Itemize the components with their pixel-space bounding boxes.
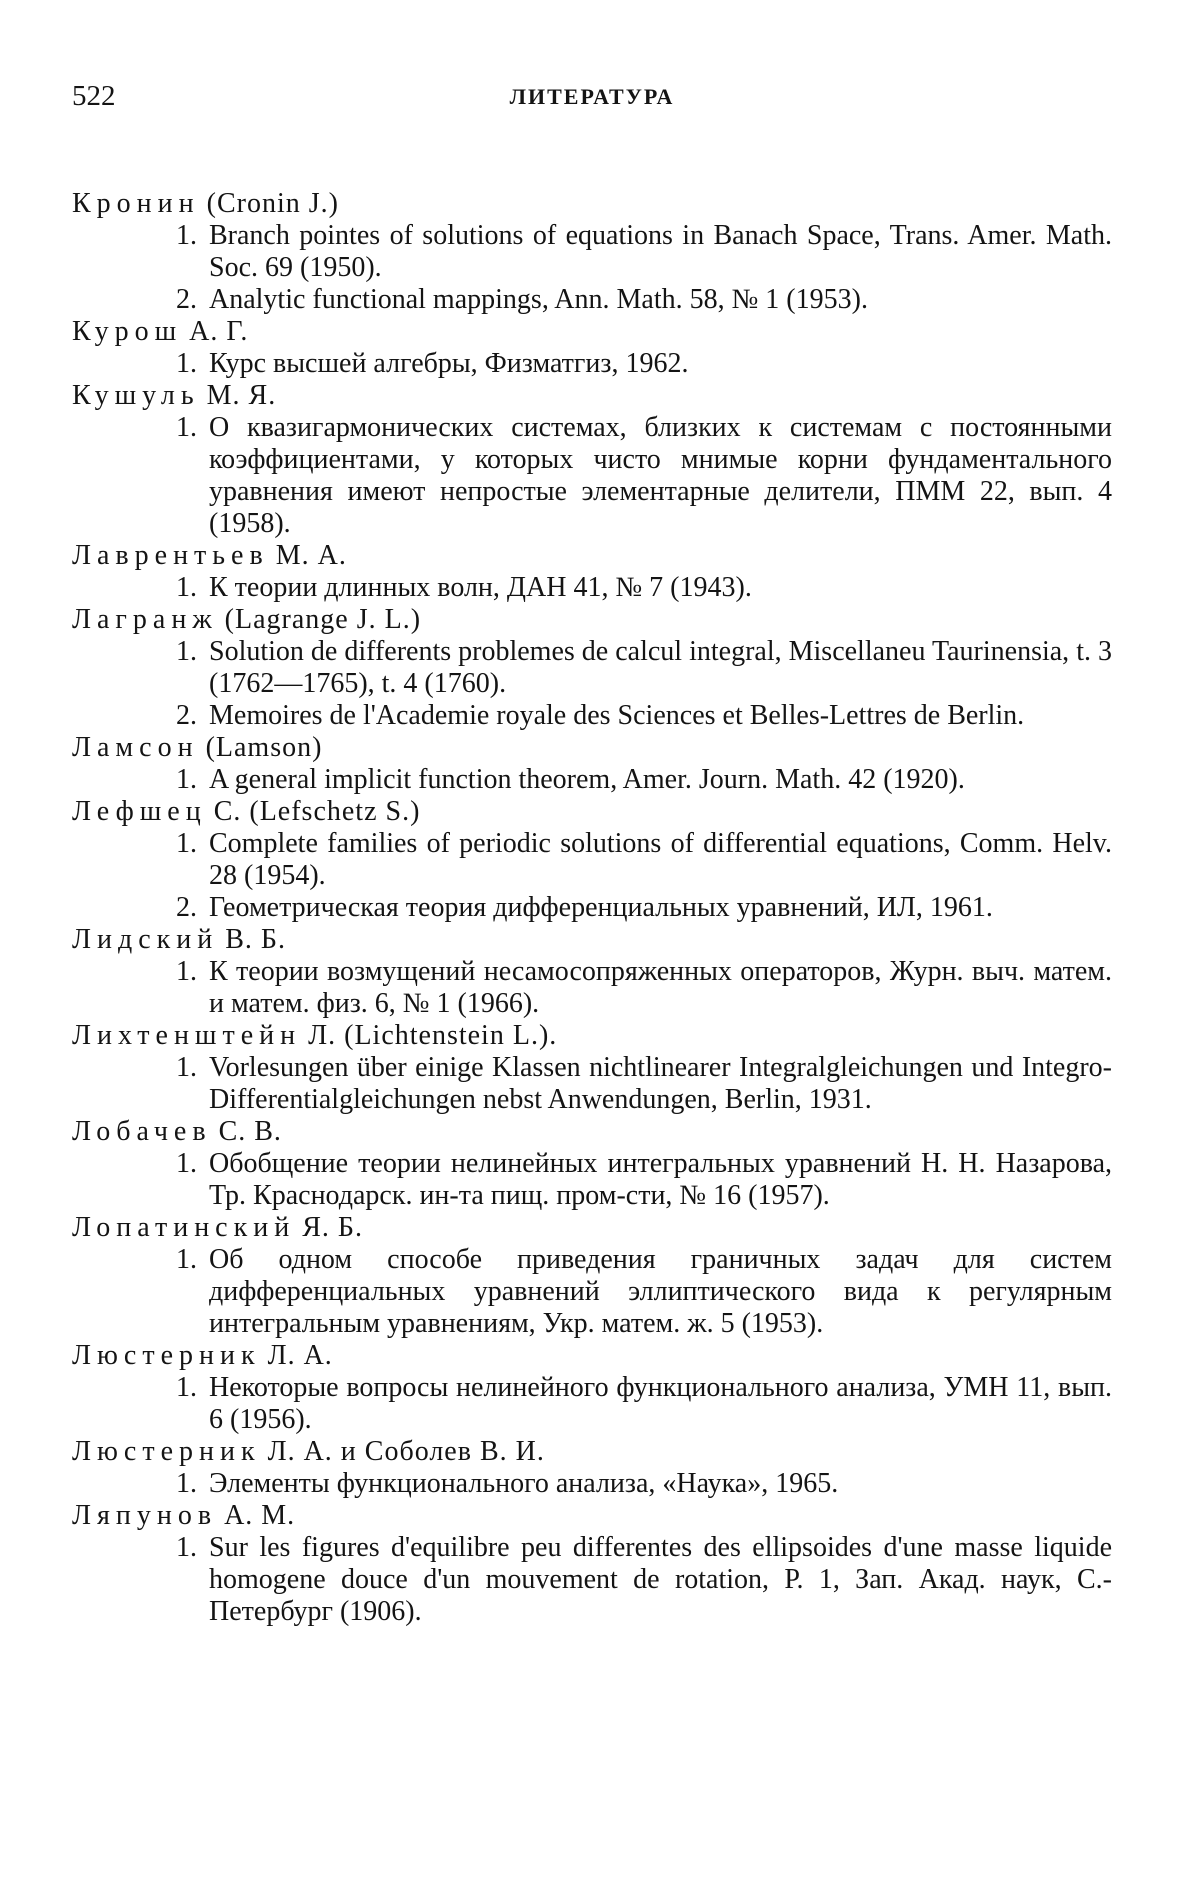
bibliography-list bbox=[72, 188, 1112, 1628]
author-name: Лаврентьев bbox=[72, 540, 269, 571]
author-initials: (Lamson) bbox=[205, 732, 323, 763]
page-number: 522 bbox=[72, 80, 116, 112]
author-name: Ламсон bbox=[72, 732, 199, 763]
author-heading bbox=[72, 796, 1112, 828]
work-number: 2. bbox=[176, 700, 197, 731]
work-number: 1. bbox=[176, 1532, 197, 1563]
author-initials: Л. А. и Соболев В. И. bbox=[267, 1436, 545, 1467]
work-citation: Analytic functional mappings, Ann. Math. 58, № 1 (1953). bbox=[209, 284, 868, 315]
author-name: Лефшец bbox=[72, 796, 207, 827]
work-citation: Vorlesungen über einige Klassen nichtlinearer Integralgleichungen und Integro-Differentialgleichungen nebst Anwendungen, Berlin, 1931. bbox=[209, 1052, 1112, 1115]
author-heading bbox=[72, 1212, 1112, 1244]
bibliography-work bbox=[176, 284, 1112, 316]
bibliography-work bbox=[176, 1052, 1112, 1116]
work-citation: Memoires de l'Academie royale des Sciences et Belles-Lettres de Berlin. bbox=[209, 700, 1025, 731]
work-number: 2. bbox=[176, 284, 197, 315]
bibliography-work bbox=[176, 1468, 1112, 1500]
author-initials: М. Я. bbox=[206, 380, 277, 411]
work-number: 2. bbox=[176, 892, 197, 923]
book-page bbox=[72, 80, 1112, 1628]
bibliography-work bbox=[176, 220, 1112, 284]
work-number: 1. bbox=[176, 572, 197, 603]
author-heading bbox=[72, 1436, 1112, 1468]
author-heading bbox=[72, 1340, 1112, 1372]
author-name: Курош bbox=[72, 316, 183, 347]
work-number: 1. bbox=[176, 636, 197, 667]
work-number: 1. bbox=[176, 1244, 197, 1275]
bibliography-work bbox=[176, 348, 1112, 380]
author-name: Лидский bbox=[72, 924, 219, 955]
work-citation: Некоторые вопросы нелинейного функционального анализа, УМН 11, вып. 6 (1956). bbox=[209, 1372, 1112, 1435]
work-citation: Геометрическая теория дифференциальных уравнений, ИЛ, 1961. bbox=[209, 892, 993, 923]
author-initials: (Cronin J.) bbox=[206, 188, 339, 219]
work-number: 1. bbox=[176, 220, 197, 251]
author-initials: Л. (Lichtenstein L.). bbox=[308, 1020, 558, 1051]
page-header bbox=[72, 80, 1112, 140]
work-number: 1. bbox=[176, 1468, 197, 1499]
author-name: Лагранж bbox=[72, 604, 218, 635]
work-citation: Complete families of periodic solutions of differential equations, Comm. Helv. 28 (1954). bbox=[209, 828, 1112, 891]
author-initials: А. М. bbox=[224, 1500, 296, 1531]
work-number: 1. bbox=[176, 348, 197, 379]
bibliography-work bbox=[176, 764, 1112, 796]
author-name: Люстерник bbox=[72, 1436, 261, 1467]
author-name: Кушуль bbox=[72, 380, 200, 411]
work-number: 1. bbox=[176, 1372, 197, 1403]
author-heading bbox=[72, 188, 1112, 220]
bibliography-work bbox=[176, 1244, 1112, 1340]
bibliography-work bbox=[176, 700, 1112, 732]
author-name: Лобачев bbox=[72, 1116, 212, 1147]
bibliography-work bbox=[176, 1372, 1112, 1436]
work-citation: Solution de differents problemes de calcul integral, Miscellaneu Taurinensia, t. 3 (1762—1765), t. 4 (1760). bbox=[209, 636, 1112, 699]
author-name: Люстерник bbox=[72, 1340, 261, 1371]
author-initials: С. (Lefschetz S.) bbox=[213, 796, 421, 827]
author-name: Лихтенштейн bbox=[72, 1020, 302, 1051]
author-heading bbox=[72, 732, 1112, 764]
work-citation: К теории длинных волн, ДАН 41, № 7 (1943). bbox=[209, 572, 752, 603]
author-name: Ляпунов bbox=[72, 1500, 218, 1531]
author-heading bbox=[72, 316, 1112, 348]
author-initials: А. Г. bbox=[189, 316, 249, 347]
author-initials: Я. Б. bbox=[302, 1212, 363, 1243]
bibliography-work bbox=[176, 572, 1112, 604]
bibliography-work bbox=[176, 1148, 1112, 1212]
work-citation: Sur les figures d'equilibre peu differentes des ellipsoides d'une masse liquide homogene douce d'un mouvement de rotation, Р. 1, Зап. Акад. наук, С.-Петербург (1906). bbox=[209, 1532, 1112, 1627]
author-heading bbox=[72, 1116, 1112, 1148]
work-number: 1. bbox=[176, 828, 197, 859]
work-number: 1. bbox=[176, 956, 197, 987]
author-heading bbox=[72, 540, 1112, 572]
running-title: ЛИТЕРАТУРА bbox=[509, 84, 675, 109]
author-name: Лопатинский bbox=[72, 1212, 296, 1243]
author-initials: В. Б. bbox=[225, 924, 286, 955]
bibliography-work bbox=[176, 892, 1112, 924]
work-number: 1. bbox=[176, 412, 197, 443]
bibliography-work bbox=[176, 828, 1112, 892]
author-initials: (Lagrange J. L.) bbox=[224, 604, 422, 635]
work-citation: О квазигармонических системах, близких к системам с постоянными коэффициентами, у которых чисто мнимые корни фундаментального уравнения имеют непростые элементарные делители, ПММ 22, вып. 4 (1958). bbox=[209, 412, 1112, 539]
author-heading bbox=[72, 924, 1112, 956]
bibliography-work bbox=[176, 636, 1112, 700]
work-citation: Элементы функционального анализа, «Наука», 1965. bbox=[209, 1468, 839, 1499]
author-heading bbox=[72, 1500, 1112, 1532]
work-citation: Обобщение теории нелинейных интегральных уравнений Н. Н. Назарова, Тр. Краснодарск. ин-та пищ. пром-сти, № 16 (1957). bbox=[209, 1148, 1112, 1211]
author-heading bbox=[72, 1020, 1112, 1052]
work-citation: Об одном способе приведения граничных задач для систем дифференциальных уравнений эллиптического вида к регулярным интегральным уравнениям, Укр. матем. ж. 5 (1953). bbox=[209, 1244, 1112, 1339]
work-number: 1. bbox=[176, 764, 197, 795]
work-number: 1. bbox=[176, 1148, 197, 1179]
bibliography-work bbox=[176, 1532, 1112, 1628]
author-initials: М. А. bbox=[275, 540, 347, 571]
author-heading bbox=[72, 604, 1112, 636]
work-citation: Branch pointes of solutions of equations in Banach Space, Trans. Amer. Math. Soc. 69 (1950). bbox=[209, 220, 1112, 283]
work-number: 1. bbox=[176, 1052, 197, 1083]
bibliography-work bbox=[176, 956, 1112, 1020]
work-citation: Курс высшей алгебры, Физматгиз, 1962. bbox=[209, 348, 689, 379]
work-citation: A general implicit function theorem, Amer. Journ. Math. 42 (1920). bbox=[209, 764, 965, 795]
author-heading bbox=[72, 380, 1112, 412]
author-name: Кронин bbox=[72, 188, 200, 219]
author-initials: С. В. bbox=[218, 1116, 282, 1147]
bibliography-work bbox=[176, 412, 1112, 540]
work-citation: К теории возмущений несамосопряженных операторов, Журн. выч. матем. и матем. физ. 6, № 1 (1966). bbox=[209, 956, 1112, 1019]
author-initials: Л. А. bbox=[267, 1340, 333, 1371]
